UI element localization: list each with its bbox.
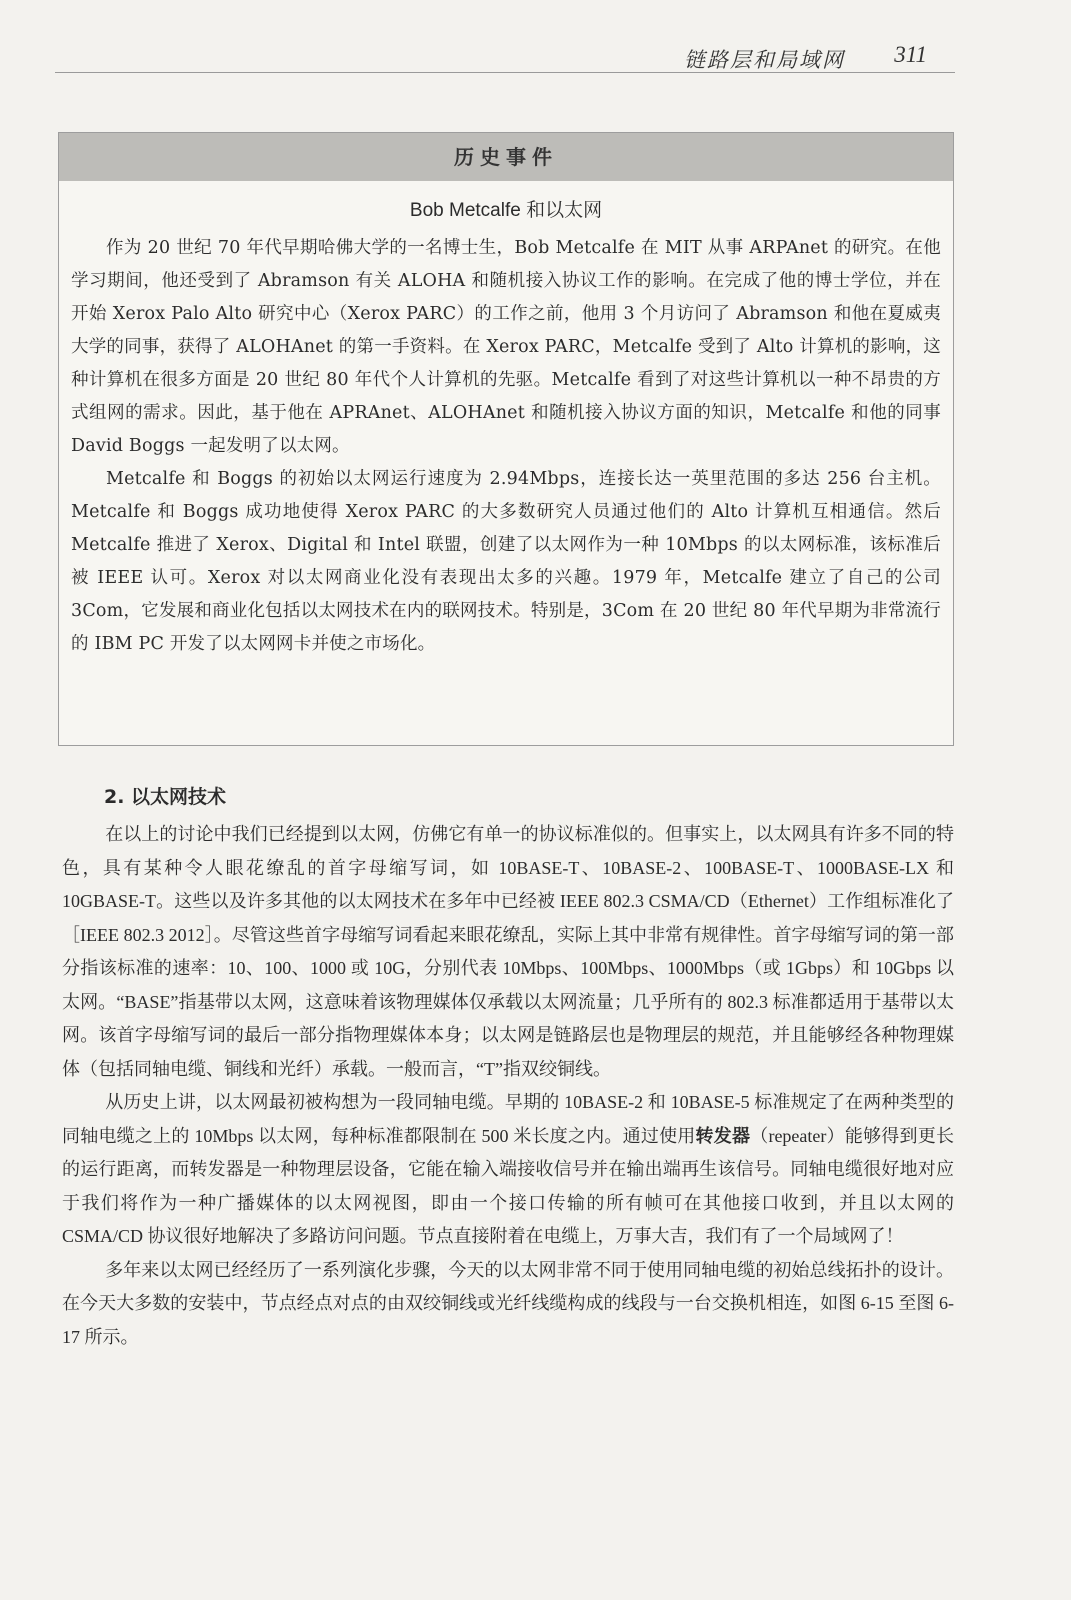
body-text bbox=[62, 818, 954, 1354]
term-repeater: 转发器 bbox=[695, 1125, 751, 1147]
running-header bbox=[55, 38, 955, 73]
history-sidebar-box bbox=[58, 132, 954, 746]
sidebar-banner: 历史事件 bbox=[59, 133, 953, 181]
body-paragraph bbox=[62, 1086, 954, 1254]
sidebar-body bbox=[59, 222, 953, 661]
section-heading: 2. 以太网技术 bbox=[104, 786, 227, 808]
sidebar-paragraph: Metcalfe 和 Boggs 的初始以太网运行速度为 2.94Mbps，连接长达一英里范围的多达 256 台主机。Metcalfe 和 Boggs 成功地使得 Xerox PARC 的大多数研究人员通过他们的 Alto 计算机互相通信。然后 Metcalfe 推进了 Xerox、Digital 和 Intel 联盟，创建了以太网作为一种 10Mbps 的以太网标准，该标准后被 IEEE 认可。Xerox 对以太网商业化没有表现出太多的兴趣。1979 年，Metcalfe 建立了自己的公司 3Com，它发展和商业化包括以太网技术在内的联网技术。特别是，3Com 在 20 世纪 80 年代早期为非常流行的 IBM PC 开发了以太网网卡并使之市场化。 bbox=[71, 469, 941, 654]
body-text-run: 从历史上讲，以太网最初被构想为一段同轴电缆。早期的 10BASE-2 和 10BASE-5 标准规定了在两种类型的同轴电缆之上的 10Mbps 以太网，每种标准都限制在 500 米长度之内。通过使用 bbox=[62, 1092, 954, 1146]
sidebar-subtitle: Bob Metcalfe 和以太网 bbox=[409, 200, 603, 221]
sidebar-paragraph: 作为 20 世纪 70 年代早期哈佛大学的一名博士生，Bob Metcalfe 在 MIT 从事 ARPAnet 的研究。在他学习期间，他还受到了 Abramson 有关 ALOHA 和随机接入协议工作的影响。在完成了他的博士学位，并在开始 Xerox Palo Alto 研究中心（Xerox PARC）的工作之前，他用 3 个月访问了 Abramson 和他在夏威夷大学的同事，获得了 ALOHAnet 的第一手资料。在 Xerox PARC，Metcalfe 受到了 Alto 计算机的影响，这种计算机在很多方面是 20 世纪 80 年代个人计算机的先驱。Metcalfe 看到了对这些计算机以一种不昂贵的方式组网的需求。因此，基于他在 APRAnet、ALOHAnet 和随机接入协议方面的知识，Metcalfe 和他的同事 David Boggs 一起发明了以太网。 bbox=[71, 238, 941, 456]
chapter-title: 链路层和局域网 bbox=[684, 48, 845, 72]
body-text-run: （repeater）能够得到更长的运行距离，而转发器是一种物理层设备，它能在输入端接收信号并在输出端再生该信号。同轴电缆很好地对应于我们将作为一种广播媒体的以太网视图，即由一个接口传输的所有帧可在其他接口收到，并且以太网的 CSMA/CD 协议很好地解决了多路访问问题。节点直接附着在电缆上，万事大吉，我们有了一个局域网了！ bbox=[62, 1125, 954, 1246]
page-number: 311 bbox=[894, 42, 927, 67]
body-paragraph: 多年来以太网已经经历了一系列演化步骤，今天的以太网非常不同于使用同轴电缆的初始总线拓扑的设计。在今天大多数的安装中，节点经点对点的由双绞铜线或光纤线缆构成的线段与一台交换机相连，如图 6-15 至图 6-17 所示。 bbox=[62, 1259, 954, 1347]
body-paragraph: 在以上的讨论中我们已经提到以太网，仿佛它有单一的协议标准似的。但事实上，以太网具有许多不同的特色，具有某种令人眼花缭乱的首字母缩写词，如 10BASE-T、10BASE-2、100BASE-T、1000BASE-LX 和 10GBASE-T。这些以及许多其他的以太网技术在多年中已经被 IEEE 802.3 CSMA/CD（Ethernet）工作组标准化了［IEEE 802.3 2012］。尽管这些首字母缩写词看起来眼花缭乱，实际上其中非常有规律性。首字母缩写词的第一部分指该标准的速率：10、100、1000 或 10G，分别代表 10Mbps、100Mbps、1000Mbps（或 1Gbps）和 10Gbps 以太网。“BASE”指基带以太网，这意味着该物理媒体仅承载以太网流量；几乎所有的 802.3 标准都适用于基带以太网。该首字母缩写词的最后一部分指物理媒体本身；以太网是链路层也是物理层的规范，并且能够经各种物理媒体（包括同轴电缆、铜线和光纤）承载。一般而言，“T”指双绞铜线。 bbox=[62, 824, 954, 1079]
